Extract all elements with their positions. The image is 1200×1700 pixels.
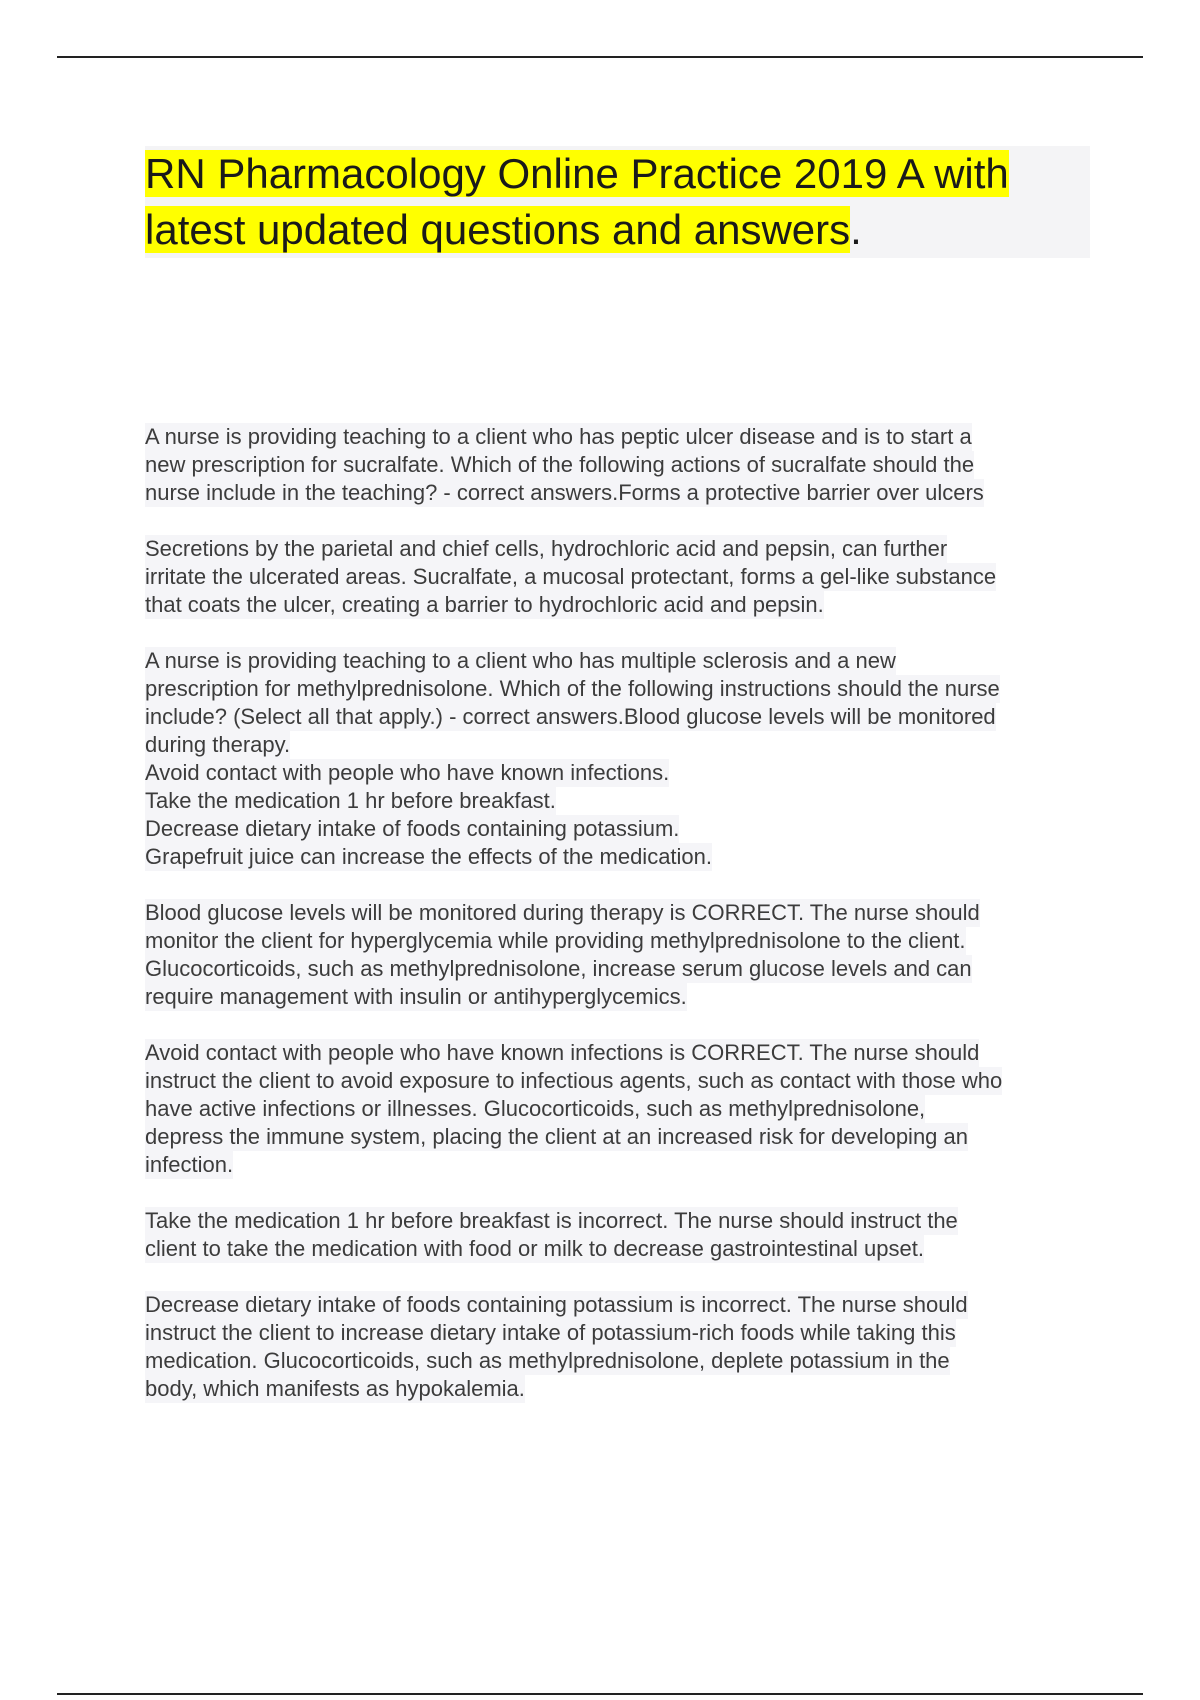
title-block xyxy=(145,146,1090,258)
text-line: Secretions by the parietal and chief cells, hydrochloric acid and pepsin, can further xyxy=(145,536,948,561)
text-line: body, which manifests as hypokalemia. xyxy=(145,1376,525,1401)
text-line: prescription for methylprednisolone. Which of the following instructions should the nurse xyxy=(145,676,1000,701)
text-line: depress the immune system, placing the client at an increased risk for developing an xyxy=(145,1124,968,1149)
text-line: instruct the client to increase dietary intake of potassium-rich foods while taking this xyxy=(145,1320,956,1345)
text-line: A nurse is providing teaching to a client who has multiple sclerosis and a new xyxy=(145,648,896,673)
paragraph xyxy=(145,1039,1090,1179)
paragraph xyxy=(145,1207,1090,1263)
text-line: Avoid contact with people who have known infections. xyxy=(145,760,670,785)
text-line: instruct the client to avoid exposure to infectious agents, such as contact with those who xyxy=(145,1068,1003,1093)
text-line: infection. xyxy=(145,1152,234,1177)
text-line: client to take the medication with food or milk to decrease gastrointestinal upset. xyxy=(145,1236,924,1261)
paragraph xyxy=(145,535,1090,619)
text-line: Decrease dietary intake of foods containing potassium is incorrect. The nurse should xyxy=(145,1292,968,1317)
paragraph xyxy=(145,423,1090,507)
title-highlight: RN Pharmacology Online Practice 2019 A with latest updated questions and answers xyxy=(145,150,1009,253)
text-line: Take the medication 1 hr before breakfast is incorrect. The nurse should instruct the xyxy=(145,1208,958,1233)
paragraph xyxy=(145,899,1090,1011)
text-line: new prescription for sucralfate. Which of the following actions of sucralfate should the xyxy=(145,452,975,477)
text-line: Avoid contact with people who have known infections is CORRECT. The nurse should xyxy=(145,1040,980,1065)
text-line: that coats the ulcer, creating a barrier to hydrochloric acid and pepsin. xyxy=(145,592,824,617)
text-line: include? (Select all that apply.) - correct answers.Blood glucose levels will be monitored xyxy=(145,704,996,729)
text-line: Blood glucose levels will be monitored during therapy is CORRECT. The nurse should xyxy=(145,900,980,925)
text-line: Decrease dietary intake of foods containing potassium. xyxy=(145,816,680,841)
bottom-rule xyxy=(57,1693,1143,1695)
title-period: . xyxy=(850,206,862,253)
paragraph xyxy=(145,1291,1090,1403)
text-line: require management with insulin or antihyperglycemics. xyxy=(145,984,687,1009)
text-line: monitor the client for hyperglycemia while providing methylprednisolone to the client. xyxy=(145,928,966,953)
text-line: Glucocorticoids, such as methylprednisolone, increase serum glucose levels and can xyxy=(145,956,972,981)
text-line: medication. Glucocorticoids, such as methylprednisolone, deplete potassium in the xyxy=(145,1348,950,1373)
page-title xyxy=(145,146,1090,258)
text-line: Grapefruit juice can increase the effects of the medication. xyxy=(145,844,713,869)
text-line: have active infections or illnesses. Glucocorticoids, such as methylprednisolone, xyxy=(145,1096,926,1121)
document-body xyxy=(145,423,1090,1431)
paragraph xyxy=(145,647,1090,871)
text-line: during therapy. xyxy=(145,732,291,757)
text-line: A nurse is providing teaching to a client who has peptic ulcer disease and is to start a xyxy=(145,424,972,449)
top-rule xyxy=(57,56,1143,58)
text-line: nurse include in the teaching? - correct answers.Forms a protective barrier over ulcers xyxy=(145,480,984,505)
text-line: Take the medication 1 hr before breakfast. xyxy=(145,788,556,813)
text-line: irritate the ulcerated areas. Sucralfate, a mucosal protectant, forms a gel-like substance xyxy=(145,564,997,589)
